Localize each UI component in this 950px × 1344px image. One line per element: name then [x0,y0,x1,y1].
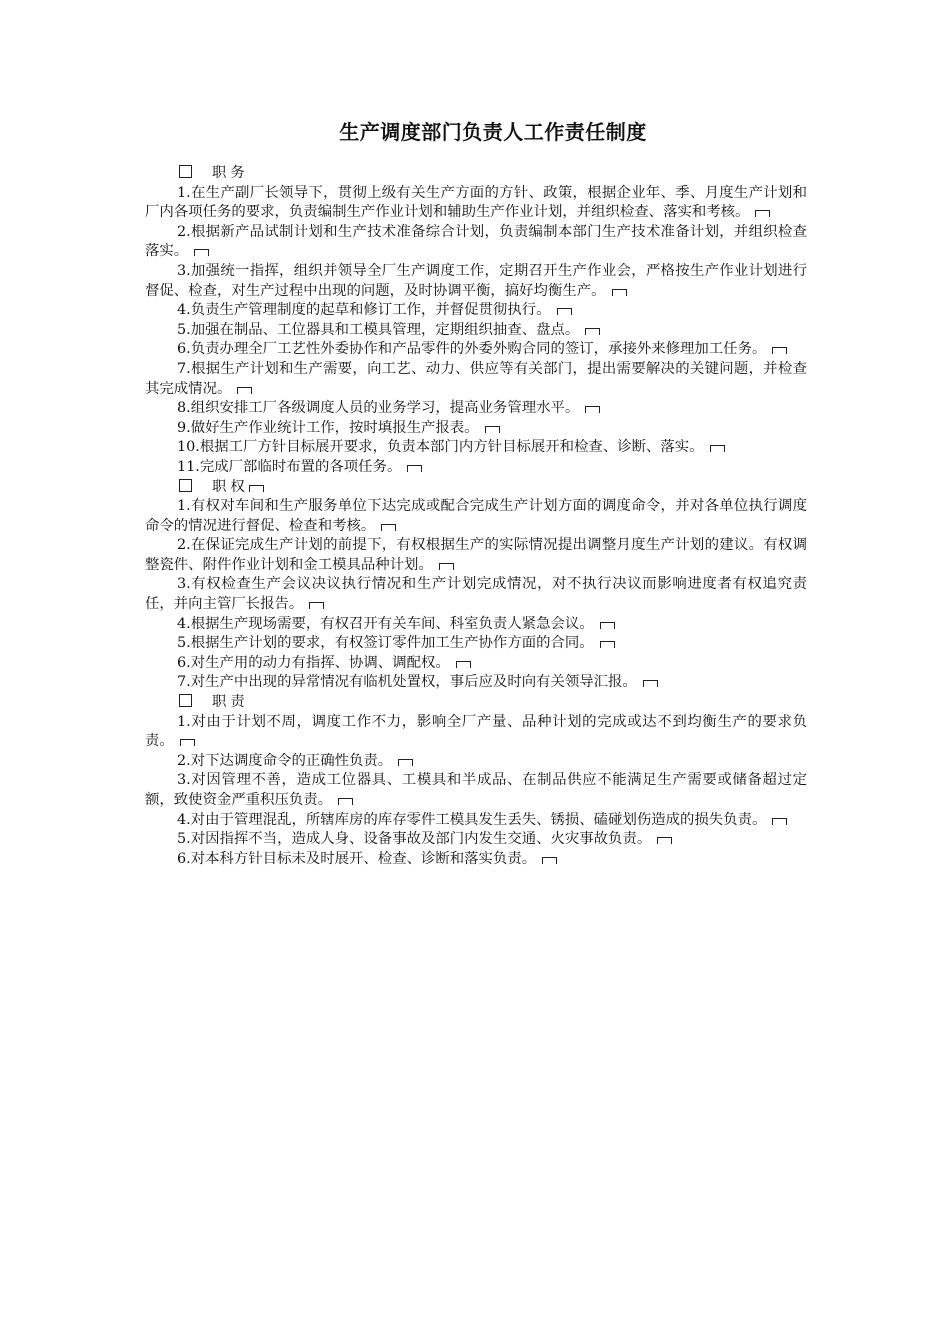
list-item [145,184,807,223]
list-item-text: 4.负责生产管理制度的起草和修订工作，并督促贯彻执行。 [177,302,551,319]
list-item-text: 2.根据新产品试制计划和生产技术准备综合计划，负责编制本部门生产技术准备计划，并组织检查落实。 [145,223,807,260]
list-item-text: 10.根据工厂方针目标展开要求，负责本部门内方针目标展开和检查、诊断、落实。 [177,439,704,456]
checkbox-outline-icon [179,479,192,492]
list-item-text: 6.对本科方针目标未及时展开、检查、诊断和落实负责。 [177,850,537,867]
list-item [145,321,807,341]
list-item-text: 3.有权检查生产会议决议执行情况和生产计划完成情况，对不执行决议而影响进度者有权追究责任，并向主管厂长报告。 [145,576,807,613]
paragraph-mark-icon [381,524,396,531]
list-item [145,811,807,831]
list-item-text: 5.对因指挥不当，造成人身、设备事故及部门内发生交通、火灾事故负责。 [177,831,652,848]
section-responsibilities [145,693,807,869]
paragraph-mark-icon [643,680,658,687]
paragraph-mark-icon [338,798,353,805]
list-item-text: 5.根据生产计划的要求，有权签订零件加工生产协作方面的合同。 [177,635,594,652]
paragraph-mark-icon [657,837,672,844]
paragraph-mark-icon [612,289,627,296]
list-item-text: 8.组织安排工厂各级调度人员的业务学习，提高业务管理水平。 [177,400,580,417]
list-item [145,752,807,772]
list-item [145,830,807,850]
paragraph-mark-icon [772,347,787,354]
list-item [145,497,807,536]
list-item-text: 9.做好生产作业统计工作，按时填报生产报表。 [177,419,479,436]
list-item-text: 2.在保证完成生产计划的前提下，有权根据生产的实际情况提出调整月度生产计划的建议。有权调整瓷件、附件作业计划和金工模具品种计划。 [145,537,807,573]
list-item [145,615,807,635]
paragraph-mark-icon [542,857,557,864]
list-item [145,575,807,614]
paragraph-mark-icon [194,249,209,256]
list-item [145,634,807,654]
section-heading-label: 职责 [212,694,249,711]
list-item [145,654,807,674]
checkbox-outline-icon [179,694,192,707]
document-body [145,164,807,869]
section-heading [145,478,807,498]
paragraph-mark-icon [439,563,454,570]
section-heading [145,164,807,184]
list-item [145,458,807,478]
list-item [145,536,807,575]
list-item-text: 3.对因管理不善，造成工位器具、工模具和半成品、在制品供应不能满足生产需要或储备超过定额，致使资金严重积压负责。 [145,772,807,808]
list-item [145,399,807,419]
list-item-text: 4.对由于管理混乱，所辖库房的库存零件工模具发生丢失、锈损、磕碰划伤造成的损失负责。 [177,811,767,828]
list-item [145,438,807,458]
list-item-text: 3.加强统一指挥，组织并领导全厂生产调度工作，定期召开生产作业会，严格按生产作业计划进行督促、检查，对生产过程中出现的问题，及时协调平衡，搞好均衡生产。 [145,262,807,299]
list-item-text: 7.根据生产计划和生产需要，向工艺、动力、供应等有关部门，提出需要解决的关键问题，并检查其完成情况。 [145,360,807,397]
list-item [145,262,807,301]
list-item-text: 5.加强在制品、工位器具和工模具管理，定期组织抽查、盘点。 [177,321,580,338]
list-item-text: 1.在生产副厂长领导下，贯彻上级有关生产方面的方针、政策，根据企业年、季、月度生产计划和厂内各项任务的要求，负责编制生产作业计划和辅助生产作业计划，并组织检查、落实和考核。 [145,184,807,221]
list-item-text: 1.有权对车间和生产服务单位下达完成或配合完成生产计划方面的调度命令，并对各单位执行调度命令的情况进行督促、检查和考核。 [145,498,807,534]
paragraph-mark-icon [249,485,264,492]
section-heading-label: 职权 [212,478,249,495]
paragraph-mark-icon [772,818,787,825]
section-authority [145,478,807,694]
list-item [145,850,807,870]
section-duties [145,164,807,478]
list-item [145,301,807,321]
paragraph-mark-icon [485,426,500,433]
paragraph-mark-icon [456,661,471,668]
list-item-text: 7.对生产中出现的异常情况有临机处置权，事后应及时向有关领导汇报。 [177,674,637,691]
section-heading-label: 职务 [212,165,249,181]
document-title: 生产调度部门负责人工作责任制度 [339,120,647,144]
list-item [145,223,807,262]
list-item [145,771,807,810]
list-item-text: 6.对生产用的动力有指挥、协调、调配权。 [177,654,450,671]
paragraph-mark-icon [237,387,252,394]
checkbox-outline-icon [179,165,192,178]
list-item-text: 11.完成厂部临时布置的各项任务。 [177,458,402,475]
list-item [145,340,807,360]
list-item [145,673,807,693]
section-heading [145,693,807,713]
list-item-text: 6.负责办理全厂工艺性外委协作和产品零件的外委外购合同的签订，承接外来修理加工任务。 [177,341,767,358]
paragraph-mark-icon [600,622,615,629]
paragraph-mark-icon [407,465,422,472]
list-item [145,713,807,752]
paragraph-mark-icon [398,759,413,766]
paragraph-mark-icon [309,602,324,609]
paragraph-mark-icon [600,641,615,648]
list-item-text: 1.对由于计划不周，调度工作不力，影响全厂产量、品种计划的完成或达不到均衡生产的要求负责。 [145,713,807,750]
list-item [145,360,807,399]
paragraph-mark-icon [180,739,195,746]
list-item-text: 2.对下达调度命令的正确性负责。 [177,752,393,769]
paragraph-mark-icon [755,210,770,217]
paragraph-mark-icon [585,328,600,335]
list-item-text: 4.根据生产现场需要，有权召开有关车间、科室负责人紧急会议。 [177,615,594,632]
paragraph-mark-icon [557,308,572,315]
paragraph-mark-icon [710,445,725,452]
paragraph-mark-icon [585,406,600,413]
list-item [145,419,807,439]
